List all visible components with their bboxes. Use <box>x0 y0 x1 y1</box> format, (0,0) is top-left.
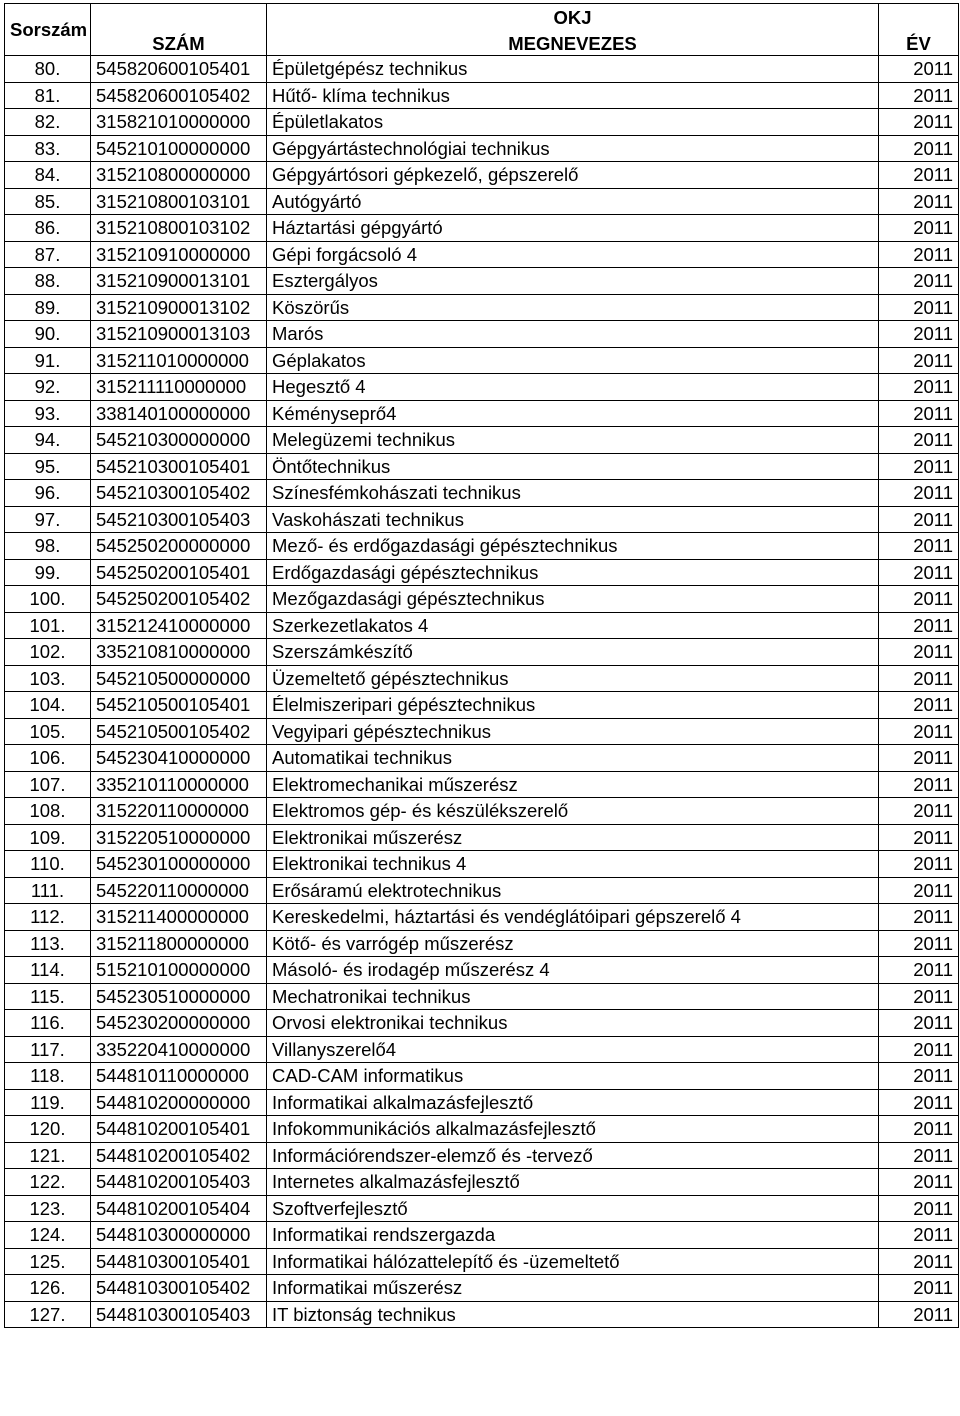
row-megnevezes: CAD-CAM informatikus <box>267 1063 879 1090</box>
row-sorszam: 95. <box>5 453 91 480</box>
table-row <box>5 930 959 957</box>
table-row <box>5 639 959 666</box>
table-row <box>5 983 959 1010</box>
row-sorszam: 110. <box>5 851 91 878</box>
row-megnevezes: Orvosi elektronikai technikus <box>267 1010 879 1037</box>
row-ev: 2011 <box>879 1010 959 1037</box>
row-megnevezes: Erdőgazdasági gépésztechnikus <box>267 559 879 586</box>
row-sorszam: 88. <box>5 268 91 295</box>
table-row <box>5 135 959 162</box>
row-megnevezes: Kereskedelmi, háztartási és vendéglátóipari gépszerelő 4 <box>267 904 879 931</box>
row-ev: 2011 <box>879 1169 959 1196</box>
row-megnevezes: Melegüzemi technikus <box>267 427 879 454</box>
row-megnevezes: Marós <box>267 321 879 348</box>
table-row <box>5 215 959 242</box>
row-megnevezes: Vaskohászati technikus <box>267 506 879 533</box>
row-sorszam: 113. <box>5 930 91 957</box>
row-megnevezes: Informatikai műszerész <box>267 1275 879 1302</box>
row-ev: 2011 <box>879 1116 959 1143</box>
table-row <box>5 82 959 109</box>
table-row <box>5 294 959 321</box>
header-megnevezes-cell <box>267 4 879 56</box>
row-sorszam: 115. <box>5 983 91 1010</box>
row-ev: 2011 <box>879 1248 959 1275</box>
row-megnevezes: Kötő- és varrógép műszerész <box>267 930 879 957</box>
row-megnevezes: Öntőtechnikus <box>267 453 879 480</box>
row-megnevezes: Épületlakatos <box>267 109 879 136</box>
row-megnevezes: Automatikai technikus <box>267 745 879 772</box>
row-szam: 315211110000000 <box>91 374 267 401</box>
row-ev: 2011 <box>879 904 959 931</box>
row-ev: 2011 <box>879 1222 959 1249</box>
table-row <box>5 56 959 83</box>
table-row <box>5 109 959 136</box>
row-sorszam: 116. <box>5 1010 91 1037</box>
row-megnevezes: Gépi forgácsoló 4 <box>267 241 879 268</box>
table-row <box>5 798 959 825</box>
row-ev: 2011 <box>879 506 959 533</box>
row-megnevezes: Háztartási gépgyártó <box>267 215 879 242</box>
row-sorszam: 81. <box>5 82 91 109</box>
row-megnevezes: Másoló- és irodagép műszerész 4 <box>267 957 879 984</box>
row-szam: 335210810000000 <box>91 639 267 666</box>
table-row <box>5 957 959 984</box>
row-ev: 2011 <box>879 586 959 613</box>
row-sorszam: 107. <box>5 771 91 798</box>
row-megnevezes: Erősáramú elektrotechnikus <box>267 877 879 904</box>
row-sorszam: 82. <box>5 109 91 136</box>
row-szam: 544810300105403 <box>91 1301 267 1328</box>
table-row <box>5 824 959 851</box>
row-ev: 2011 <box>879 241 959 268</box>
row-szam: 315220510000000 <box>91 824 267 851</box>
row-sorszam: 122. <box>5 1169 91 1196</box>
table-row <box>5 1195 959 1222</box>
table-row <box>5 400 959 427</box>
table-row <box>5 586 959 613</box>
row-megnevezes: Elektromos gép- és készülékszerelő <box>267 798 879 825</box>
row-szam: 315210900013102 <box>91 294 267 321</box>
row-szam: 544810200105403 <box>91 1169 267 1196</box>
row-szam: 315821010000000 <box>91 109 267 136</box>
row-megnevezes: Mező- és erdőgazdasági gépésztechnikus <box>267 533 879 560</box>
row-ev: 2011 <box>879 82 959 109</box>
row-ev: 2011 <box>879 1195 959 1222</box>
row-ev: 2011 <box>879 400 959 427</box>
row-sorszam: 93. <box>5 400 91 427</box>
row-ev: 2011 <box>879 109 959 136</box>
row-ev: 2011 <box>879 983 959 1010</box>
row-ev: 2011 <box>879 1142 959 1169</box>
row-megnevezes: Elektronikai technikus 4 <box>267 851 879 878</box>
row-szam: 545220110000000 <box>91 877 267 904</box>
row-szam: 545210500105401 <box>91 692 267 719</box>
row-szam: 315211400000000 <box>91 904 267 931</box>
row-megnevezes: Infokommunikációs alkalmazásfejlesztő <box>267 1116 879 1143</box>
row-ev: 2011 <box>879 1301 959 1328</box>
row-szam: 315210900013101 <box>91 268 267 295</box>
row-megnevezes: Információrendszer-elemző és -tervező <box>267 1142 879 1169</box>
row-sorszam: 83. <box>5 135 91 162</box>
row-ev: 2011 <box>879 851 959 878</box>
row-sorszam: 127. <box>5 1301 91 1328</box>
row-szam: 545250200105402 <box>91 586 267 613</box>
row-ev: 2011 <box>879 374 959 401</box>
row-szam: 545820600105402 <box>91 82 267 109</box>
row-szam: 545230100000000 <box>91 851 267 878</box>
row-megnevezes: Épületgépész technikus <box>267 56 879 83</box>
row-sorszam: 114. <box>5 957 91 984</box>
row-sorszam: 121. <box>5 1142 91 1169</box>
row-megnevezes: Vegyipari gépésztechnikus <box>267 718 879 745</box>
row-ev: 2011 <box>879 480 959 507</box>
row-ev: 2011 <box>879 930 959 957</box>
row-sorszam: 89. <box>5 294 91 321</box>
table-row <box>5 1142 959 1169</box>
header-okj: OKJ <box>553 7 592 28</box>
row-ev: 2011 <box>879 559 959 586</box>
row-ev: 2011 <box>879 162 959 189</box>
table-row <box>5 347 959 374</box>
row-sorszam: 126. <box>5 1275 91 1302</box>
row-ev: 2011 <box>879 877 959 904</box>
row-szam: 544810300105401 <box>91 1248 267 1275</box>
table-row <box>5 851 959 878</box>
row-sorszam: 85. <box>5 188 91 215</box>
row-ev: 2011 <box>879 427 959 454</box>
row-ev: 2011 <box>879 612 959 639</box>
table-row <box>5 241 959 268</box>
table-row <box>5 1222 959 1249</box>
row-szam: 545210300105403 <box>91 506 267 533</box>
row-megnevezes: Élelmiszeripari gépésztechnikus <box>267 692 879 719</box>
row-sorszam: 96. <box>5 480 91 507</box>
table-row <box>5 480 959 507</box>
table-row <box>5 692 959 719</box>
row-szam: 315210900013103 <box>91 321 267 348</box>
row-ev: 2011 <box>879 347 959 374</box>
row-ev: 2011 <box>879 453 959 480</box>
row-megnevezes: Szoftverfejlesztő <box>267 1195 879 1222</box>
row-megnevezes: Informatikai alkalmazásfejlesztő <box>267 1089 879 1116</box>
table-row <box>5 1116 959 1143</box>
table-row <box>5 162 959 189</box>
row-megnevezes: Üzemeltető gépésztechnikus <box>267 665 879 692</box>
table-row <box>5 1063 959 1090</box>
row-ev: 2011 <box>879 268 959 295</box>
row-sorszam: 80. <box>5 56 91 83</box>
row-megnevezes: Informatikai rendszergazda <box>267 1222 879 1249</box>
row-szam: 545210300105401 <box>91 453 267 480</box>
row-szam: 544810200105402 <box>91 1142 267 1169</box>
row-sorszam: 92. <box>5 374 91 401</box>
row-ev: 2011 <box>879 1089 959 1116</box>
header-megnevezes: MEGNEVEZES <box>508 33 637 54</box>
row-sorszam: 90. <box>5 321 91 348</box>
table-row <box>5 665 959 692</box>
row-szam: 544810200105404 <box>91 1195 267 1222</box>
row-megnevezes: IT biztonság technikus <box>267 1301 879 1328</box>
row-sorszam: 103. <box>5 665 91 692</box>
row-ev: 2011 <box>879 1063 959 1090</box>
row-sorszam: 117. <box>5 1036 91 1063</box>
row-szam: 544810300000000 <box>91 1222 267 1249</box>
row-szam: 544810200000000 <box>91 1089 267 1116</box>
table-row <box>5 612 959 639</box>
row-ev: 2011 <box>879 665 959 692</box>
row-szam: 315211010000000 <box>91 347 267 374</box>
table-row <box>5 559 959 586</box>
row-sorszam: 98. <box>5 533 91 560</box>
row-megnevezes: Köszörűs <box>267 294 879 321</box>
row-sorszam: 108. <box>5 798 91 825</box>
row-ev: 2011 <box>879 718 959 745</box>
row-szam: 338140100000000 <box>91 400 267 427</box>
row-sorszam: 120. <box>5 1116 91 1143</box>
row-megnevezes: Szerszámkészítő <box>267 639 879 666</box>
row-sorszam: 91. <box>5 347 91 374</box>
row-szam: 315210800103101 <box>91 188 267 215</box>
row-sorszam: 111. <box>5 877 91 904</box>
row-ev: 2011 <box>879 533 959 560</box>
row-szam: 544810200105401 <box>91 1116 267 1143</box>
table-row <box>5 506 959 533</box>
table-row <box>5 1036 959 1063</box>
row-megnevezes: Elektromechanikai műszerész <box>267 771 879 798</box>
table-row <box>5 1301 959 1328</box>
table-row <box>5 1169 959 1196</box>
table-row <box>5 374 959 401</box>
table-row <box>5 453 959 480</box>
row-ev: 2011 <box>879 188 959 215</box>
row-megnevezes: Gépgyártósori gépkezelő, gépszerelő <box>267 162 879 189</box>
row-megnevezes: Hegesztő 4 <box>267 374 879 401</box>
row-sorszam: 99. <box>5 559 91 586</box>
row-szam: 545210300000000 <box>91 427 267 454</box>
row-ev: 2011 <box>879 639 959 666</box>
header-ev: ÉV <box>879 4 959 56</box>
row-ev: 2011 <box>879 135 959 162</box>
row-sorszam: 102. <box>5 639 91 666</box>
row-szam: 335220410000000 <box>91 1036 267 1063</box>
row-megnevezes: Színesfémkohászati technikus <box>267 480 879 507</box>
row-megnevezes: Mezőgazdasági gépésztechnikus <box>267 586 879 613</box>
row-szam: 545250200105401 <box>91 559 267 586</box>
row-ev: 2011 <box>879 745 959 772</box>
row-sorszam: 112. <box>5 904 91 931</box>
row-szam: 315211800000000 <box>91 930 267 957</box>
table-row <box>5 718 959 745</box>
row-sorszam: 105. <box>5 718 91 745</box>
row-sorszam: 119. <box>5 1089 91 1116</box>
table-row <box>5 1010 959 1037</box>
row-ev: 2011 <box>879 1275 959 1302</box>
row-sorszam: 125. <box>5 1248 91 1275</box>
row-sorszam: 104. <box>5 692 91 719</box>
row-szam: 315210800103102 <box>91 215 267 242</box>
row-megnevezes: Elektronikai műszerész <box>267 824 879 851</box>
row-sorszam: 101. <box>5 612 91 639</box>
row-sorszam: 84. <box>5 162 91 189</box>
row-megnevezes: Autógyártó <box>267 188 879 215</box>
table-row <box>5 321 959 348</box>
row-szam: 545210100000000 <box>91 135 267 162</box>
header-szam: SZÁM <box>91 4 267 56</box>
row-szam: 545230510000000 <box>91 983 267 1010</box>
header-sorszam: Sorszám <box>5 4 91 56</box>
row-szam: 515210100000000 <box>91 957 267 984</box>
row-sorszam: 94. <box>5 427 91 454</box>
row-szam: 545250200000000 <box>91 533 267 560</box>
row-szam: 315210800000000 <box>91 162 267 189</box>
row-ev: 2011 <box>879 692 959 719</box>
row-megnevezes: Villanyszerelő4 <box>267 1036 879 1063</box>
table-row <box>5 877 959 904</box>
row-szam: 315212410000000 <box>91 612 267 639</box>
table-row <box>5 188 959 215</box>
row-szam: 315210910000000 <box>91 241 267 268</box>
row-megnevezes: Internetes alkalmazásfejlesztő <box>267 1169 879 1196</box>
table-header <box>5 4 959 56</box>
table-row <box>5 771 959 798</box>
row-megnevezes: Kéményseprő4 <box>267 400 879 427</box>
row-sorszam: 97. <box>5 506 91 533</box>
table-row <box>5 1089 959 1116</box>
table-row <box>5 427 959 454</box>
table-body <box>5 56 959 1328</box>
row-ev: 2011 <box>879 294 959 321</box>
row-sorszam: 86. <box>5 215 91 242</box>
row-sorszam: 87. <box>5 241 91 268</box>
row-sorszam: 118. <box>5 1063 91 1090</box>
row-ev: 2011 <box>879 771 959 798</box>
table-row <box>5 533 959 560</box>
row-ev: 2011 <box>879 1036 959 1063</box>
row-megnevezes: Hűtő- klíma technikus <box>267 82 879 109</box>
row-megnevezes: Szerkezetlakatos 4 <box>267 612 879 639</box>
row-megnevezes: Mechatronikai technikus <box>267 983 879 1010</box>
row-szam: 545230200000000 <box>91 1010 267 1037</box>
row-megnevezes: Esztergályos <box>267 268 879 295</box>
row-megnevezes: Géplakatos <box>267 347 879 374</box>
row-szam: 335210110000000 <box>91 771 267 798</box>
row-megnevezes: Informatikai hálózattelepítő és -üzemeltető <box>267 1248 879 1275</box>
row-ev: 2011 <box>879 957 959 984</box>
row-sorszam: 100. <box>5 586 91 613</box>
row-szam: 545210300105402 <box>91 480 267 507</box>
table-row <box>5 1248 959 1275</box>
row-szam: 545210500000000 <box>91 665 267 692</box>
row-ev: 2011 <box>879 824 959 851</box>
row-ev: 2011 <box>879 321 959 348</box>
row-sorszam: 109. <box>5 824 91 851</box>
row-szam: 545820600105401 <box>91 56 267 83</box>
row-szam: 544810300105402 <box>91 1275 267 1302</box>
table-row <box>5 904 959 931</box>
row-sorszam: 123. <box>5 1195 91 1222</box>
row-ev: 2011 <box>879 56 959 83</box>
row-sorszam: 124. <box>5 1222 91 1249</box>
okj-table <box>4 3 959 1328</box>
row-sorszam: 106. <box>5 745 91 772</box>
table-row <box>5 268 959 295</box>
row-megnevezes: Gépgyártástechnológiai technikus <box>267 135 879 162</box>
row-ev: 2011 <box>879 215 959 242</box>
row-szam: 545230410000000 <box>91 745 267 772</box>
header-row <box>5 4 959 56</box>
row-szam: 544810110000000 <box>91 1063 267 1090</box>
table-row <box>5 745 959 772</box>
table-row <box>5 1275 959 1302</box>
row-ev: 2011 <box>879 798 959 825</box>
row-szam: 315220110000000 <box>91 798 267 825</box>
row-szam: 545210500105402 <box>91 718 267 745</box>
